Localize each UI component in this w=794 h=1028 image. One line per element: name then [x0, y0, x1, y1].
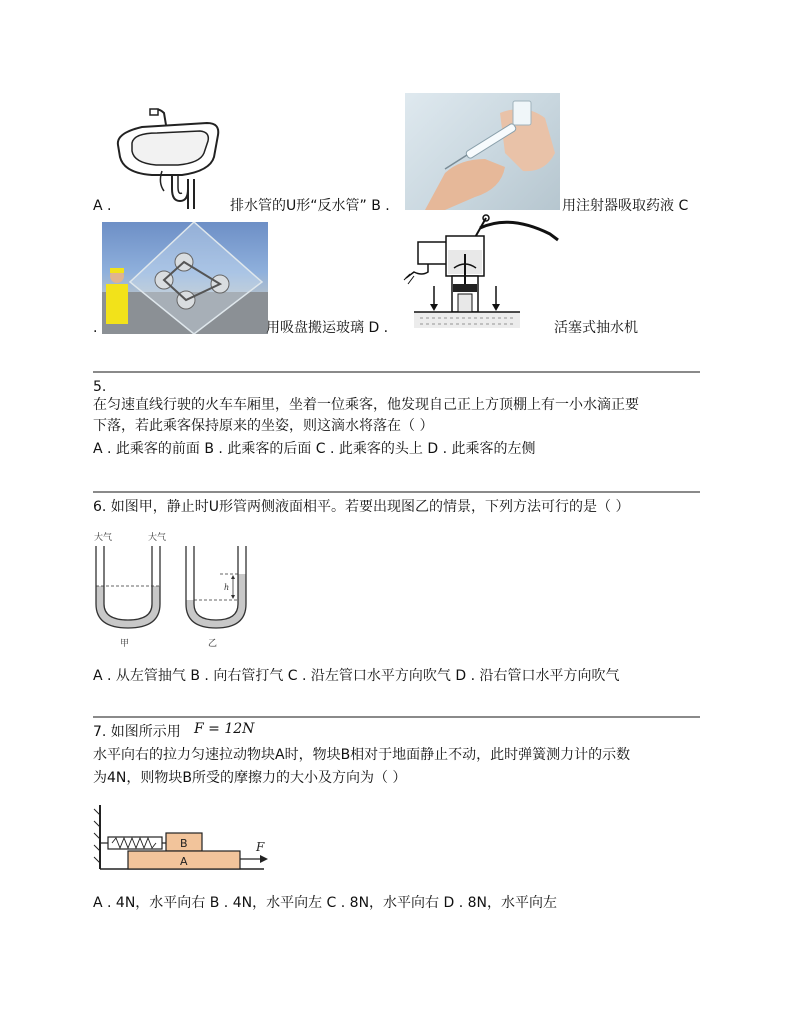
option-b-text: 用注射器吸取药液 C	[562, 198, 689, 214]
option-d-text: 活塞式抽水机	[554, 320, 638, 336]
piston-pump-illustration	[400, 214, 560, 332]
q5-number: 5.	[93, 379, 107, 395]
suction-cup-glass-photo	[102, 222, 268, 334]
q6-options: A . 从左管抽气 B . 向右管打气 C . 沿左管口水平方向吹气 D . 沿右管口水平方向吹气	[93, 668, 620, 684]
height-label: h	[224, 583, 230, 592]
block-b-label: B	[180, 837, 188, 850]
option-c-text: 用吸盘搬运玻璃 D .	[266, 320, 389, 336]
u-tube-diagram	[90, 530, 260, 652]
option-a-label: A .	[93, 198, 112, 214]
label-jia: 甲	[120, 639, 130, 649]
q6-question: 6. 如图甲，静止时U形管两侧液面相平。若要出现图乙的情景，下列方法可行的是（ ）	[93, 499, 630, 515]
air-label-left: 大气	[94, 533, 113, 543]
block-spring-diagram	[94, 805, 274, 875]
option-a-text: 排水管的U形“反水管” B .	[230, 198, 390, 214]
sink-drain-illustration	[112, 105, 224, 215]
q7-line2: 水平向右的拉力匀速拉动物块A时，物块B相对于地面静止不动，此时弹簧测力计的示数	[93, 747, 631, 763]
block-a-label: A	[180, 855, 188, 868]
syringe-photo	[405, 93, 560, 210]
separator	[93, 716, 700, 718]
option-c-label: .	[93, 320, 98, 336]
q5-options: A . 此乘客的前面 B . 此乘客的后面 C . 此乘客的头上 D . 此乘客的左侧	[93, 441, 536, 457]
q7-prefix: 7. 如图所示用	[93, 724, 181, 740]
q7-options: A . 4N，水平向右 B . 4N，水平向左 C . 8N，水平向右 D . 8N，水平向左	[93, 895, 558, 911]
q7-formula: F = 12N	[194, 721, 255, 737]
separator	[93, 371, 700, 373]
air-label-right: 大气	[148, 533, 167, 543]
label-yi: 乙	[208, 639, 218, 649]
q7-line3: 为4N，则物块B所受的摩擦力的大小及方向为（ ）	[93, 770, 407, 786]
q5-line1: 在匀速直线行驶的火车车厢里，坐着一位乘客，他发现自己正上方顶棚上有一小水滴正要	[93, 397, 639, 413]
force-label: F	[256, 840, 265, 854]
separator	[93, 491, 700, 493]
q5-line2: 下落，若此乘客保持原来的坐姿，则这滴水将落在（ ）	[93, 418, 434, 434]
